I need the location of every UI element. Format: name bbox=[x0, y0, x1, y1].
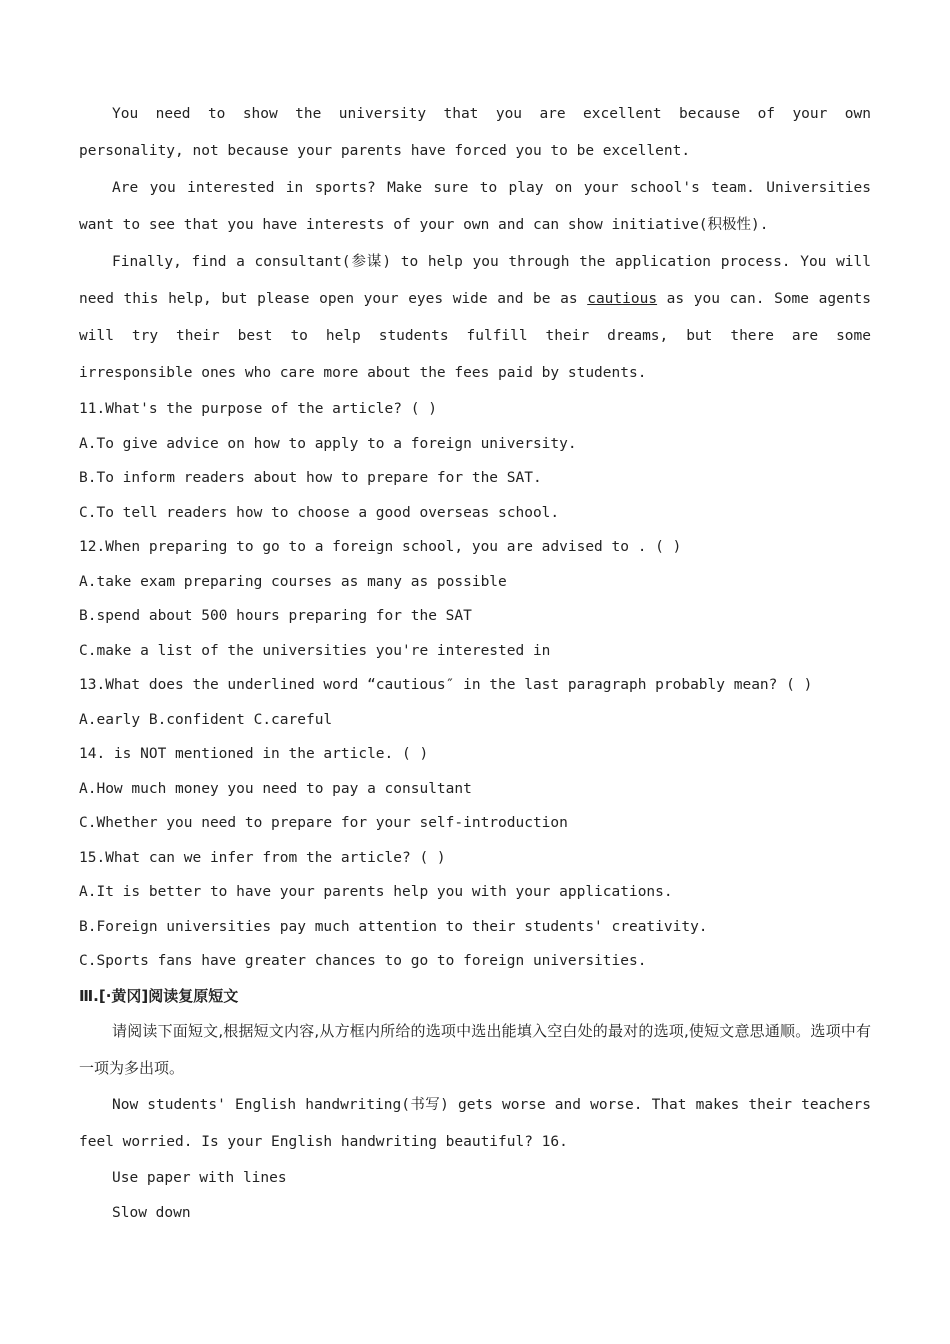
option-c: C.make a list of the universities you're interested in bbox=[79, 642, 551, 659]
option-a: A.How much money you need to pay a consultant bbox=[79, 780, 472, 797]
option-a: A.It is better to have your parents help you with your applications. bbox=[79, 884, 673, 900]
option-c: C.Whether you need to prepare for your self-introduction bbox=[79, 815, 568, 831]
question-11 bbox=[79, 392, 871, 530]
question-stem: 11.What's the purpose of the article? ( ) bbox=[79, 401, 437, 417]
option-a: A.take exam preparing courses as many as possible bbox=[79, 573, 507, 590]
section-passage: Now students' English handwriting(书写) gets worse and worse. That makes their teachers feel worried. Is your English handwriting beautiful? 16. bbox=[79, 1097, 871, 1150]
question-13 bbox=[79, 668, 871, 737]
underlined-word: cautious bbox=[587, 291, 658, 307]
question-stem: 15.What can we infer from the article? ( ) bbox=[79, 849, 446, 866]
passage-paragraph-2: Are you interested in sports? Make sure to play on your school's team. Universities want to see that you have interests of your own and can show initiative(积极性). bbox=[79, 180, 871, 233]
option-c: C.Sports fans have greater chances to go to foreign universities. bbox=[79, 953, 647, 969]
option-b: B.Foreign universities pay much attention to their students' creativity. bbox=[79, 918, 708, 935]
passage-paragraph-3-start: Finally, find a consultant(参谋) to help you through the application process. You will need this help, but please open your eyes wide and be as bbox=[79, 254, 871, 307]
passage-paragraph-3 bbox=[79, 244, 871, 392]
passage-paragraph-3-end: as you can. Some agents will try their best to help students fulfill their dreams, but there are some irresponsible ones who care more about the fees paid by students. bbox=[79, 291, 871, 381]
question-stem: 12.When preparing to go to a foreign school, you are advised to . ( ) bbox=[79, 539, 682, 555]
passage-item: Use paper with lines bbox=[112, 1170, 287, 1186]
question-stem: 13.What does the underlined word “cautious″ in the last paragraph probably mean? ( ) bbox=[79, 677, 813, 693]
option-c: C.To tell readers how to choose a good overseas school. bbox=[79, 504, 560, 521]
document-page bbox=[79, 96, 871, 1230]
question-15 bbox=[79, 841, 871, 979]
section-instruction: 请阅读下面短文,根据短文内容,从方框内所给的选项中选出能填入空白处的最对的选项,使短文意思通顺。选项中有一项为多出项。 bbox=[79, 1022, 871, 1077]
passage-item: Slow down bbox=[112, 1204, 191, 1221]
question-14 bbox=[79, 737, 871, 841]
section-heading: Ⅲ.[·黄冈]阅读复原短文 bbox=[79, 986, 239, 1005]
question-stem: 14. is NOT mentioned in the article. ( ) bbox=[79, 746, 429, 762]
option-a: A.To give advice on how to apply to a foreign university. bbox=[79, 435, 577, 452]
question-12 bbox=[79, 530, 871, 668]
options-line: A.early B.confident C.careful bbox=[79, 711, 333, 728]
option-b: B.spend about 500 hours preparing for the SAT bbox=[79, 608, 472, 624]
passage-paragraph-1: You need to show the university that you are excellent because of your own personality, not because your parents have forced you to be excellent. bbox=[79, 106, 871, 159]
section-3 bbox=[79, 979, 871, 1231]
option-b: B.To inform readers about how to prepare for the SAT. bbox=[79, 470, 542, 486]
